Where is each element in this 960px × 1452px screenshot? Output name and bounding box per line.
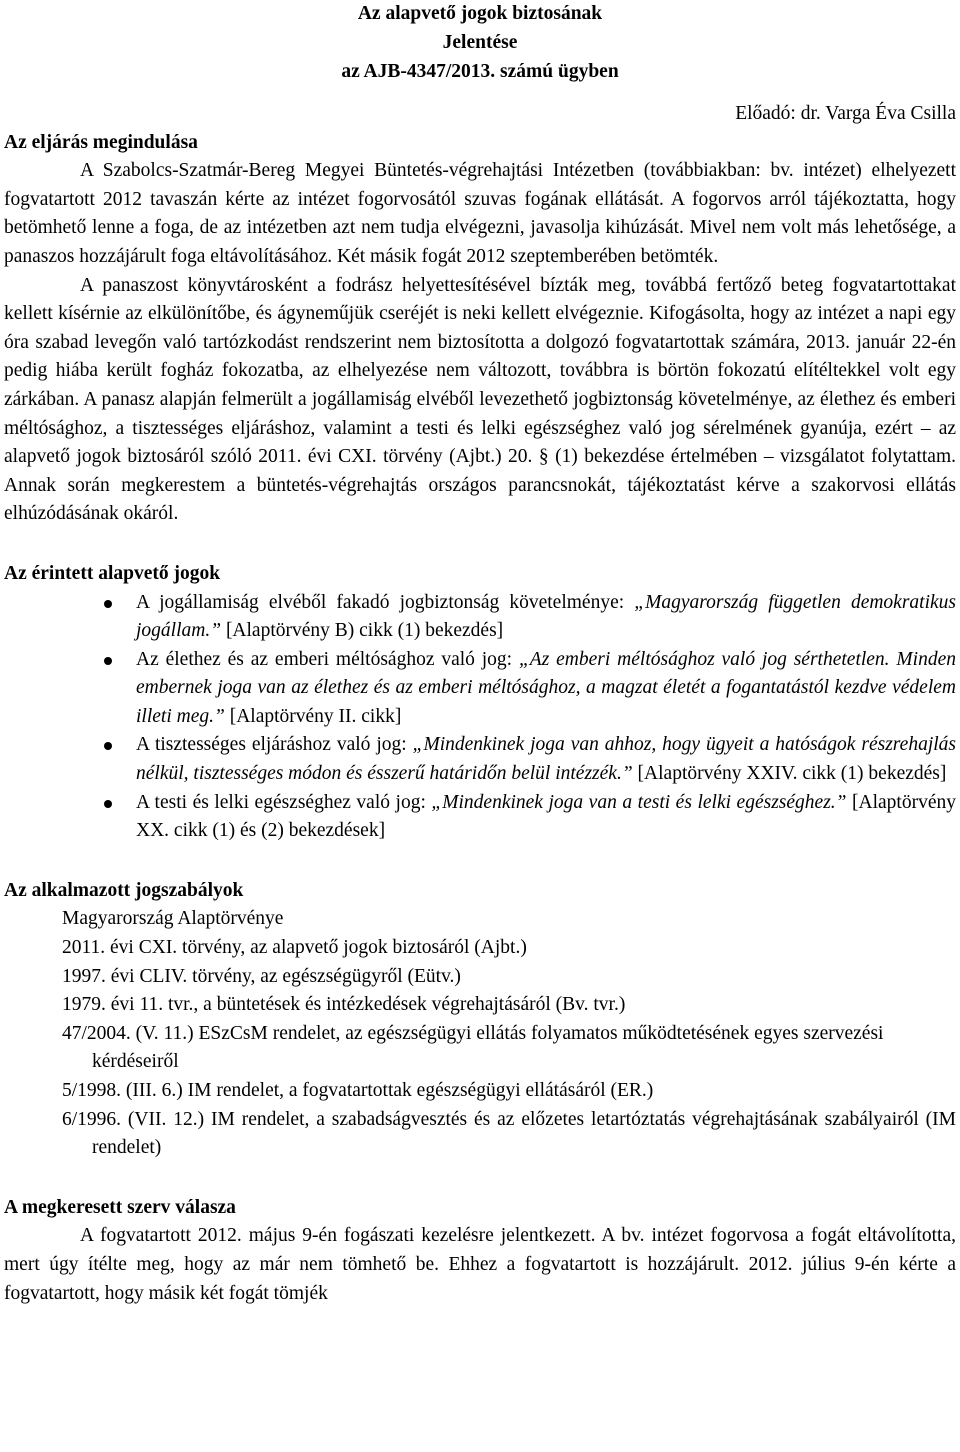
law-item: 1979. évi 11. tvr., a büntetések és intézkedések végrehajtásáról (Bv. tvr.) [62, 994, 626, 1016]
bullet-icon [104, 600, 112, 608]
list-item: A testi és lelki egészséghez való jog: „Mindenkinek joga van a testi és lelki egészséghez.” [Alaptörvény XX. cikk (1) és (2) bekezdések] [4, 789, 956, 846]
bullet-icon [104, 800, 112, 808]
section-heading-response: A megkeresett szerv válasza [4, 1196, 236, 1218]
paragraph-response: A fogvatartott 2012. május 9-én fogászati kezelésre jelentkezett. A bv. intézet fogorvosa a fogát eltávolította, mert úgy ítélte meg, hogy az már nem tömhető be. Ehhez a fogvatartott is hozzájárult. 2012. július 9-én kérte a fogvatartott, hogy másik két fogát tömjék [4, 1225, 956, 1304]
law-item: 5/1998. (III. 6.) IM rendelet, a fogvatartottak egészségügyi ellátásáról (ER.) [62, 1080, 654, 1101]
laws-list [4, 905, 956, 1162]
section-heading-procedure: Az eljárás megindulása [4, 131, 198, 153]
bullet-icon [104, 657, 112, 665]
law-item: 47/2004. (V. 11.) ESzCsM rendelet, az egészségügyi ellátás folyamatos működtetésének egyes szervezési kérdéseiről [62, 1022, 884, 1073]
document-title [4, 0, 956, 87]
title-line-3: az AJB-4347/2013. számú ügyben [341, 61, 619, 82]
presenter: Előadó: dr. Varga Éva Csilla [735, 103, 956, 124]
law-item: 6/1996. (VII. 12.) IM rendelet, a szabadságvesztés és az előzetes letartóztatás végrehajtásának szabályairól (IM rendelet) [62, 1108, 956, 1159]
title-line-1: Az alapvető jogok biztosának [357, 3, 603, 24]
section-heading-laws: Az alkalmazott jogszabályok [4, 879, 244, 901]
paragraph-procedure-1: A Szabolcs-Szatmár-Bereg Megyei Büntetés-végrehajtási Intézetben (továbbiakban: bv. intézet) elhelyezett fogvatartott 2012 tavaszán kérte az intézet fogorvosától szuvas fogának ellátását. A fogorvos arról tájékoztatta, hogy betömhető lenne a foga, de az intézetben azt nem tudja elvégezni, javasolja kihúzását. Mivel nem volt más lehetősége, a panaszos hozzájárult foga eltávolításához. Két másik fogát 2012 szeptemberében betömték. [4, 160, 956, 267]
section-heading-rights: Az érintett alapvető jogok [4, 562, 221, 584]
bullet-icon [104, 742, 112, 750]
paragraph-procedure-2: A panaszost könyvtárosként a fodrász helyettesítésével bízták meg, továbbá fertőző beteg fogvatartottakat kellett kísérnie az elkülönítőbe, és ágyneműjük cseréjét is neki kellett elvégeznie. Kifogásolta, hogy az intézet a napi egy óra szabad levegőn való tartózkodást rendszerint nem biztosította a dolgozó fogvatartottak számára, 2013. január 22-én pedig hiába került fogház fokozatba, az elhelyezése nem változott, továbbra is börtön fokozatú elítéltekkel volt egy zárkában. A panasz alapján felmerült a jogállamiság elvéből levezethető jogbiztonság követelménye, az élethez és emberi méltósághoz, a tisztességes eljáráshoz, valamint a testi és lelki egészséghez való jog sérelmének gyanúja, ezért – az alapvető jogok biztosáról szóló 2011. évi CXI. törvény (Ajbt.) 20. § (1) bekezdése értelmében – vizsgálatot folytattam. Annak során megkerestem a büntetés-végrehajtás országos parancsnokát, tájékoztatást kérve a szakorvosi ellátás elhúzódásának okáról. [4, 274, 956, 525]
title-line-2: Jelentése [442, 32, 518, 53]
law-item: 1997. évi CLIV. törvény, az egészségügyről (Eütv.) [62, 965, 461, 987]
rights-list [4, 589, 956, 846]
list-item: Az élethez és az emberi méltósághoz való jog: „Az emberi méltósághoz való jog sérthetetlen. Minden embernek joga van az élethez és az emberi méltósághoz, a magzat életét a fogantatástól kezdve védelem illeti meg.” [Alaptörvény II. cikk] [4, 646, 956, 732]
law-item: Magyarország Alaptörvénye [62, 908, 284, 930]
law-item: 2011. évi CXI. törvény, az alapvető jogok biztosáról (Ajbt.) [62, 937, 527, 959]
list-item: A jogállamiság elvéből fakadó jogbiztonság követelménye: „Magyarország független demokratikus jogállam.” [Alaptörvény B) cikk (1) bekezdés] [4, 589, 956, 646]
list-item: A tisztességes eljáráshoz való jog: „Mindenkinek joga van ahhoz, hogy ügyeit a hatóságok részrehajlás nélkül, tisztességes módon és ésszerű határidőn belül intézzék.” [Alaptörvény XXIV. cikk (1) bekezdés] [4, 731, 956, 788]
